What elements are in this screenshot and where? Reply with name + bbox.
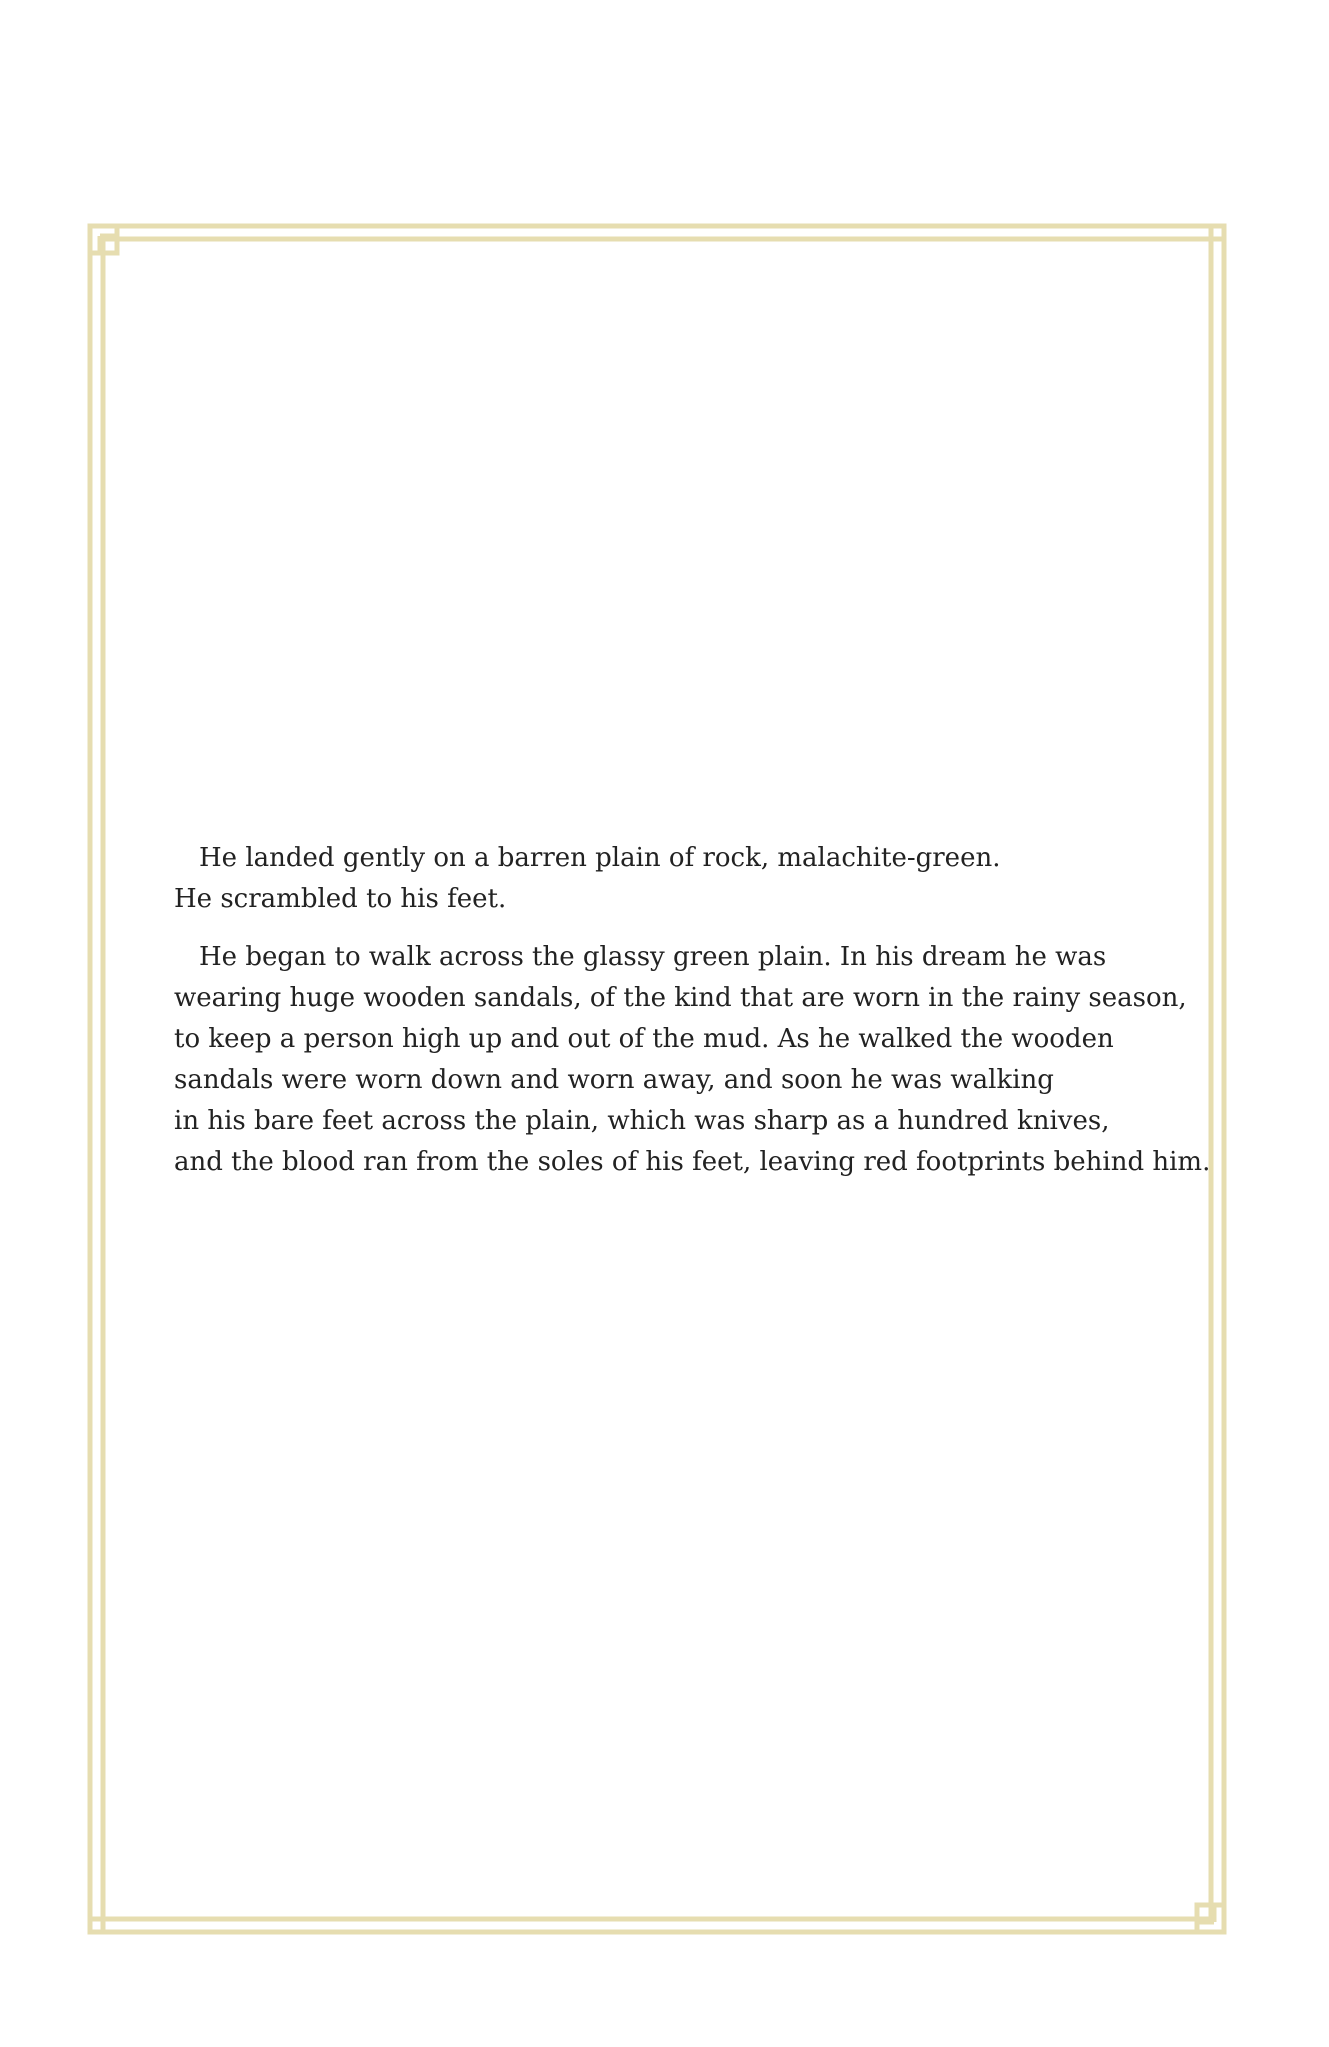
paragraph bbox=[174, 937, 1211, 1183]
text-line: He landed gently on a barren plain of rock, malachite-green. bbox=[199, 843, 1001, 873]
paragraph bbox=[174, 838, 1174, 920]
story-text bbox=[174, 838, 1211, 1183]
text-line: He began to walk across the glassy green plain. In his dream he was bbox=[199, 942, 1107, 972]
text-line: sandals were worn down and worn away, and soon he was walking bbox=[174, 1065, 1054, 1095]
text-line: He scrambled to his feet. bbox=[174, 884, 507, 914]
text-line: and the blood ran from the soles of his feet, leaving red footprints behind him. bbox=[174, 1147, 1211, 1177]
text-line: in his bare feet across the plain, which was sharp as a hundred knives, bbox=[174, 1106, 1110, 1136]
text-line: wearing huge wooden sandals, of the kind that are worn in the rainy season, bbox=[174, 983, 1187, 1013]
text-line: to keep a person high up and out of the mud. As he walked the wooden bbox=[174, 1024, 1114, 1054]
